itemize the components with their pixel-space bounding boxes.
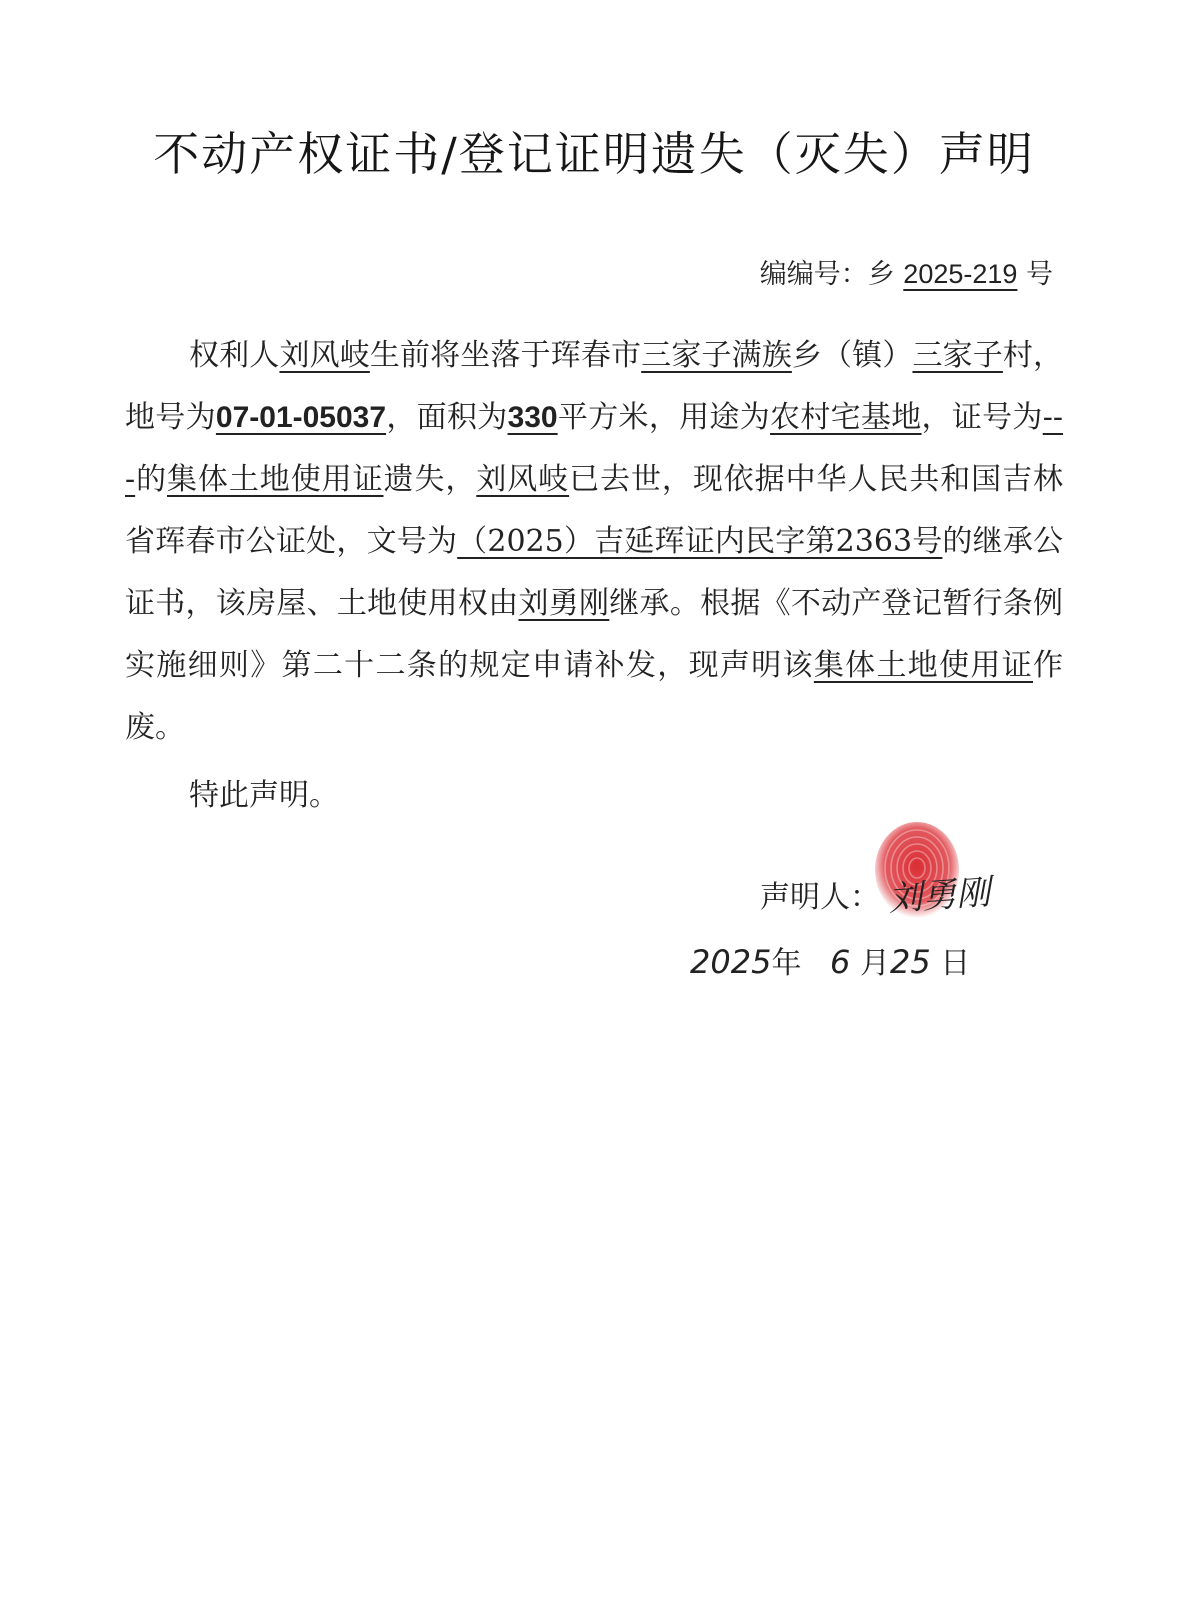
date-year: 2025 — [690, 943, 772, 981]
body-text: 的 — [135, 462, 167, 497]
body-text: 继承。根据《不动产登记暂行条例实施细则》第二十二条的规定申请补发，现声明该 — [125, 586, 1064, 683]
declarant-label: 声明人： — [760, 880, 880, 915]
declaration-date — [690, 938, 970, 982]
township-name: 三家子满族 — [641, 338, 792, 373]
month-label: 月 — [859, 946, 890, 981]
certificate-number: --- — [125, 400, 1064, 497]
document-title: 不动产权证书/登记证明遗失（灭失）声明 — [153, 127, 1035, 181]
date-day: 25 — [889, 943, 931, 981]
land-use: 农村宅基地 — [770, 400, 922, 435]
body-text: 已去世，现依据中华人民共和国吉林省珲春市公证处，文号为 — [125, 462, 1064, 559]
body-text: ，证号为 — [921, 400, 1043, 435]
owner-name-repeat: 刘风岐 — [476, 462, 570, 497]
heir-name: 刘勇刚 — [518, 586, 610, 621]
body-text: 的继承公证书，该房屋、土地使用权由 — [125, 524, 1064, 621]
owner-name: 刘风岐 — [279, 338, 370, 373]
date-month: 6 — [830, 943, 851, 981]
certificate-type-repeat: 集体土地使用证 — [813, 648, 1034, 683]
village-name: 三家子 — [912, 338, 1003, 373]
certificate-type: 集体土地使用证 — [167, 462, 384, 497]
body-text: 平方米，用途为 — [557, 400, 771, 435]
body-text: 作废。 — [125, 648, 1064, 745]
body-text: 遗失， — [383, 462, 477, 497]
declaration-body — [125, 325, 1063, 759]
body-text: 乡（镇） — [791, 338, 913, 373]
area-value: 330 — [507, 401, 558, 434]
body-text: 权利人 — [189, 338, 280, 373]
serial-suffix: 号 — [1026, 259, 1053, 290]
body-text: 村，地号为 — [125, 338, 1064, 435]
closing-statement: 特此声明。 — [189, 778, 339, 813]
serial-number — [760, 252, 1053, 291]
day-label: 日 — [940, 946, 971, 981]
parcel-number: 07-01-05037 — [215, 401, 387, 434]
body-text: 生前将坐落于珲春市 — [369, 338, 642, 373]
declarant-signature: 刘勇刚 — [886, 872, 992, 920]
serial-label: 编编号：乡 — [759, 259, 895, 290]
year-label: 年 — [771, 946, 802, 981]
notary-document-number: （2025）吉延珲证内民字第2363号 — [457, 524, 943, 559]
serial-value: 2025-219 — [903, 259, 1018, 289]
body-text: ，面积为 — [386, 400, 508, 435]
